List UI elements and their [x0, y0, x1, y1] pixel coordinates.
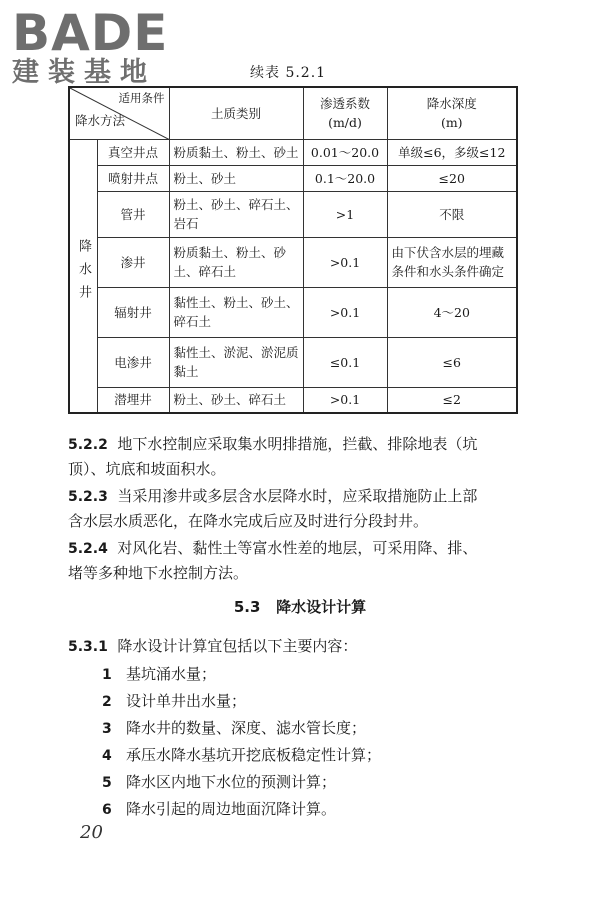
clause-5-2-2 — [68, 432, 538, 481]
section-title: 降水设计计算 — [276, 598, 367, 616]
soil-cell: 黏性土、粉土、砂土、碎石土 — [169, 287, 303, 337]
list-item — [102, 715, 381, 742]
clause-number: 5.3.1 — [68, 639, 108, 655]
list-item — [102, 769, 381, 796]
list-item-text: 降水井的数量、深度、滤水管长度； — [126, 719, 367, 737]
clause-line: 堵等多种地下水控制方法。 — [68, 564, 249, 582]
header-depth — [387, 87, 517, 139]
list-item-number: 6 — [102, 802, 112, 818]
depth-cell: 由下伏含水层的埋藏条件和水头条件确定 — [387, 237, 517, 287]
depth-cell: 单级≤6，多级≤12 — [387, 139, 517, 165]
table-row — [69, 191, 517, 237]
table-header-row — [69, 87, 517, 139]
clause-line — [68, 484, 538, 509]
corner-top-label: 适用条件 — [118, 91, 165, 105]
depth-cell: ≤2 — [387, 387, 517, 413]
method-cell: 管井 — [97, 191, 169, 237]
method-cell: 真空井点 — [97, 139, 169, 165]
list-item-number: 1 — [102, 667, 112, 683]
section-heading — [0, 596, 600, 617]
corner-bottom-label: 降水方法 — [75, 113, 126, 128]
perm-cell: >0.1 — [303, 387, 387, 413]
clause-text: 当采用渗井或多层含水层降水时，应采取措施防止上部 — [117, 487, 478, 505]
page-number: 20 — [80, 822, 103, 843]
list-item-text: 承压水降水基坑开挖底板稳定性计算； — [126, 746, 382, 764]
method-cell: 渗井 — [97, 237, 169, 287]
clause-text: 对风化岩、黏性土等富水性差的地层，可采用降、排、 — [117, 539, 478, 557]
table-row — [69, 387, 517, 413]
table-row — [69, 165, 517, 191]
list-item-number: 3 — [102, 721, 112, 737]
list-item-number: 2 — [102, 694, 112, 710]
clause-number: 5.2.3 — [68, 489, 108, 505]
list-item — [102, 796, 381, 823]
method-cell: 辐射井 — [97, 287, 169, 337]
header-depth-unit: (m) — [440, 115, 463, 131]
clause-5-3-1 — [68, 634, 538, 659]
soil-cell: 粉土、砂土、碎石土、岩石 — [169, 191, 303, 237]
list-item-text: 降水区内地下水位的预测计算； — [126, 773, 337, 791]
soil-cell: 粉土、砂土 — [169, 165, 303, 191]
clause-line: 含水层水质恶化，在降水完成后应及时进行分段封井。 — [68, 512, 429, 530]
depth-cell: 4～20 — [387, 287, 517, 337]
table-row — [69, 287, 517, 337]
list-item-text: 设计单井出水量； — [126, 692, 247, 710]
list-item-number: 4 — [102, 748, 112, 764]
list-item — [102, 688, 381, 715]
table-row — [69, 337, 517, 387]
perm-cell: >0.1 — [303, 287, 387, 337]
clause-line — [68, 432, 538, 457]
clause-5-2-3 — [68, 484, 538, 533]
header-perm-unit: (m/d) — [328, 115, 362, 131]
header-perm-label: 渗透系数 — [319, 96, 370, 112]
clause-number: 5.2.4 — [68, 541, 108, 557]
table-caption: 续表 5.2.1 — [250, 65, 327, 81]
list-item-text: 基坑涌水量； — [126, 665, 217, 683]
header-depth-label: 降水深度 — [426, 96, 477, 112]
list-item — [102, 661, 381, 688]
diagonal-header-cell — [69, 87, 169, 139]
content-list — [102, 661, 381, 823]
logo-subtitle: 建装基地 — [12, 57, 156, 88]
clause-number: 5.2.2 — [68, 437, 108, 453]
header-permeability — [303, 87, 387, 139]
clause-line: 顶）、坑底和坡面积水。 — [68, 460, 226, 478]
list-item-number: 5 — [102, 775, 112, 791]
depth-cell: ≤20 — [387, 165, 517, 191]
perm-cell: 0.01～20.0 — [303, 139, 387, 165]
logo-brand: BADE — [12, 4, 169, 62]
group-label-cell — [69, 139, 97, 413]
clause-5-2-4 — [68, 536, 538, 585]
method-cell: 潜埋井 — [97, 387, 169, 413]
soil-cell: 粉土、砂土、碎石土 — [169, 387, 303, 413]
header-soil: 土质类别 — [169, 87, 303, 139]
method-cell: 喷射井点 — [97, 165, 169, 191]
dewatering-method-table — [68, 86, 518, 414]
list-item — [102, 742, 381, 769]
depth-cell: 不限 — [387, 191, 517, 237]
group-label: 降水井 — [76, 238, 91, 308]
list-item-text: 降水引起的周边地面沉降计算。 — [126, 800, 337, 818]
method-cell: 电渗井 — [97, 337, 169, 387]
perm-cell: >0.1 — [303, 237, 387, 287]
depth-cell: ≤6 — [387, 337, 517, 387]
soil-cell: 粉质黏土、粉土、砂土、碎石土 — [169, 237, 303, 287]
brand-logo — [12, 4, 182, 88]
section-number: 5.3 — [233, 598, 261, 616]
clause-line — [68, 536, 538, 561]
clause-text: 地下水控制应采取集水明排措施，拦截、排除地表（坑 — [117, 435, 478, 453]
perm-cell: 0.1～20.0 — [303, 165, 387, 191]
clause-text: 降水设计计算宜包括以下主要内容： — [117, 637, 358, 655]
table-row — [69, 237, 517, 287]
perm-cell: ≤0.1 — [303, 337, 387, 387]
soil-cell: 粉质黏土、粉土、砂土 — [169, 139, 303, 165]
soil-cell: 黏性土、淤泥、淤泥质黏土 — [169, 337, 303, 387]
perm-cell: >1 — [303, 191, 387, 237]
table-row — [69, 139, 517, 165]
